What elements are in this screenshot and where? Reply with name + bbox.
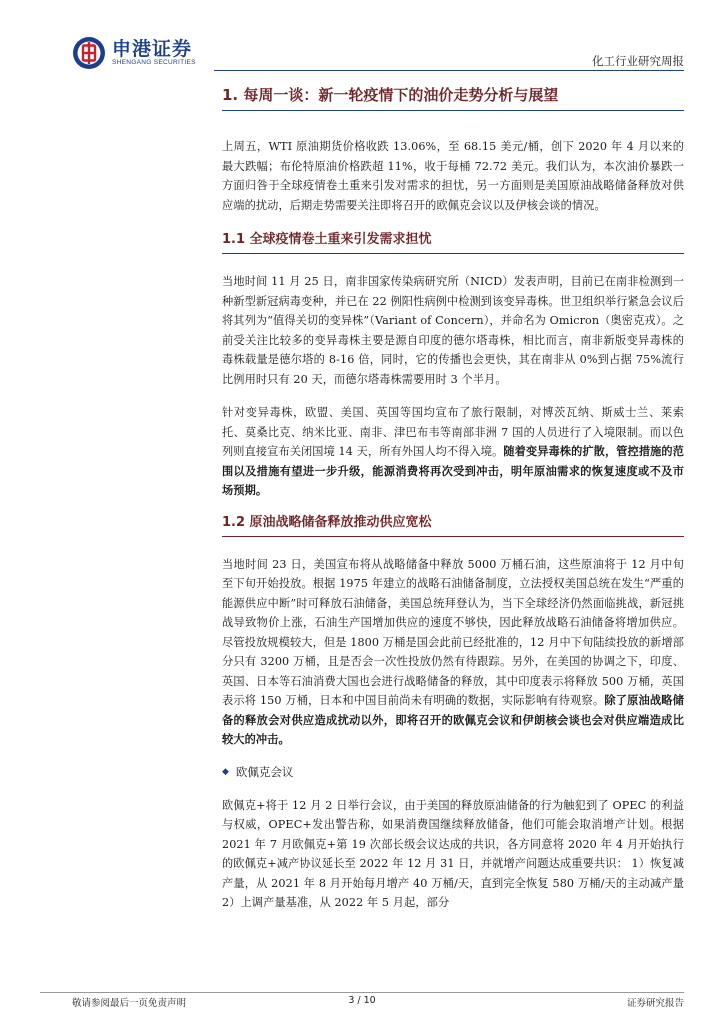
section-1-1-para-1: 当地时间 11 月 25 日，南非国家传染病研究所（NICD）发表声明，目前已在南非检测到一种新型新冠病毒变种，并已在 22 例阳性病例中检测到该变异毒株。世卫组织举行紧急会议后将其列为“值得关切的变异株”（Variant of Concern），并命名为 Omicron（奥密克戎）。之前受关注比较多的变异毒株主要是源自印度的德尔塔毒株，相比而言，南非新版变异毒株的毒株载量是德尔塔的 8-16 倍，同时，它的传播也会更快，其在南非从 0%到占据 75%流行比例用时只有 20 天，而德尔塔毒株需要用时 3 个半月。 <box>222 275 684 386</box>
main-content <box>222 84 684 913</box>
section-1-2-para-1 <box>222 555 684 750</box>
section-1-2-para-1-text: 当地时间 23 日，美国宣布将从战略储备中释放 5000 万桶石油，这些原油将于 12 月中旬至下旬开始投放。根据 1975 年建立的战略石油储备制度，立法授权美国总统在发生“严重的能源供应中断”时可释放石油储备，美国总统拜登认为，当下全球经济仍然面临挑战，新冠挑战导致物价上涨，石油生产国增加供应的速度不够快，因此释放战略石油储备将增加供应。尽管投放规模较大，但是 1800 万桶是国会此前已经批准的，12 月中下旬陆续投放的新增部分只有 3200 万桶，且是否会一次性投放仍然有待跟踪。另外，在美国的协调之下，印度、英国、日本等石油消费大国也会进行战略储备的释放，其中印度表示将释放 500 万桶，英国表示将 150 万桶，日本和中国目前尚未有明确的数据，实际影响有待观察。 <box>222 557 684 707</box>
section-1-1-para-2 <box>222 403 684 501</box>
section-1-2-divider <box>222 536 684 537</box>
section-1-1-divider <box>222 253 684 254</box>
section-1-divider <box>222 110 684 111</box>
logo-chinese-name: 申港证券 <box>112 38 193 60</box>
section-1-1-para-2-text: 针对变异毒株，欧盟、美国、英国等国均宣布了旅行限制，对博茨瓦纳、斯威士兰、莱索托、莫桑比克、纳米比亚、南非、津巴布韦等南部非洲 7 国的人员进行了入境限制。而以色列则直接宣布关闭国境 14 天，所有外国人均不得入境。 <box>222 406 684 458</box>
section-1-title: 1. 每周一谈：新一轮疫情下的油价走势分析与展望 <box>222 86 559 104</box>
section-1-2-title: 1.2 原油战略储备释放推动供应宽松 <box>222 514 432 530</box>
footer-doc-type: 证券研究报告 <box>626 998 684 1009</box>
shengang-logo-icon <box>72 36 106 70</box>
section-1-2-para-1-highlight: 除了原油战略储备的释放会对供应造成扰动以外，即将召开的欧佩克会议和伊朗核会谈也会对供应端造成比较大的冲击。 <box>222 694 684 746</box>
page-footer <box>40 990 684 1010</box>
logo-english-name: SHENGANG SECURITIES <box>112 59 196 66</box>
section-1-1-title: 1.1 全球疫情卷土重来引发需求担忧 <box>222 232 432 247</box>
page-header <box>0 0 724 80</box>
opec-bullet <box>222 764 684 780</box>
report-type-label: 化工行业研究周报 <box>592 54 684 68</box>
section-1-1-para-2-highlight: 随着变异毒株的扩散，管控措施的范围以及措施有望进一步升级，能源消费将再次受到冲击，明年原油需求的恢复速度或不及市场预期。 <box>222 445 684 497</box>
header-divider <box>214 70 684 71</box>
footer-disclaimer: 敬请参阅最后一页免责声明 <box>72 998 187 1009</box>
page-number: 3 / 10 <box>348 995 376 1006</box>
section-1-2-para-2: 欧佩克+将于 12 月 2 日举行会议，由于美国的释放原油储备的行为触犯到了 OPEC 的利益与权威，OPEC+发出警告称，如果消费国继续释放储备，他们可能会取消增产计划。根据 2021 年 7 月欧佩克+第 19 次部长级会议达成的共识，各方同意将 2020 年 4 月开始执行的欧佩克+减产协议延长至 2022 年 12 月 31 日，并就增产问题达成重要共识： 1）恢复减产量，从 2021 年 8 月开始每月增产 40 万桶/天，直到完全恢复 580 万桶/天的主动减产量 2）上调产量基准，从 2022 年 5 月起，部分 <box>222 798 684 909</box>
opec-bullet-label: 欧佩克会议 <box>235 764 294 779</box>
company-logo <box>72 36 196 70</box>
section-1-intro: 上周五，WTI 原油期货价格收跌 13.06%，至 68.15 美元/桶，创下 2020 年 4 月以来的最大跌幅；布伦特原油价格跌超 11%，收于每桶 72.72 美元。我们认为，本次油价暴跌一方面归咎于全球疫情卷土重来引发对需求的担忧，另一方面则是美国原油战略储备释放对供应端的扰动，后期走势需要关注即将召开的欧佩克会议以及伊核会谈的情况。 <box>222 140 684 212</box>
diamond-bullet-icon: ◆ <box>222 766 229 777</box>
